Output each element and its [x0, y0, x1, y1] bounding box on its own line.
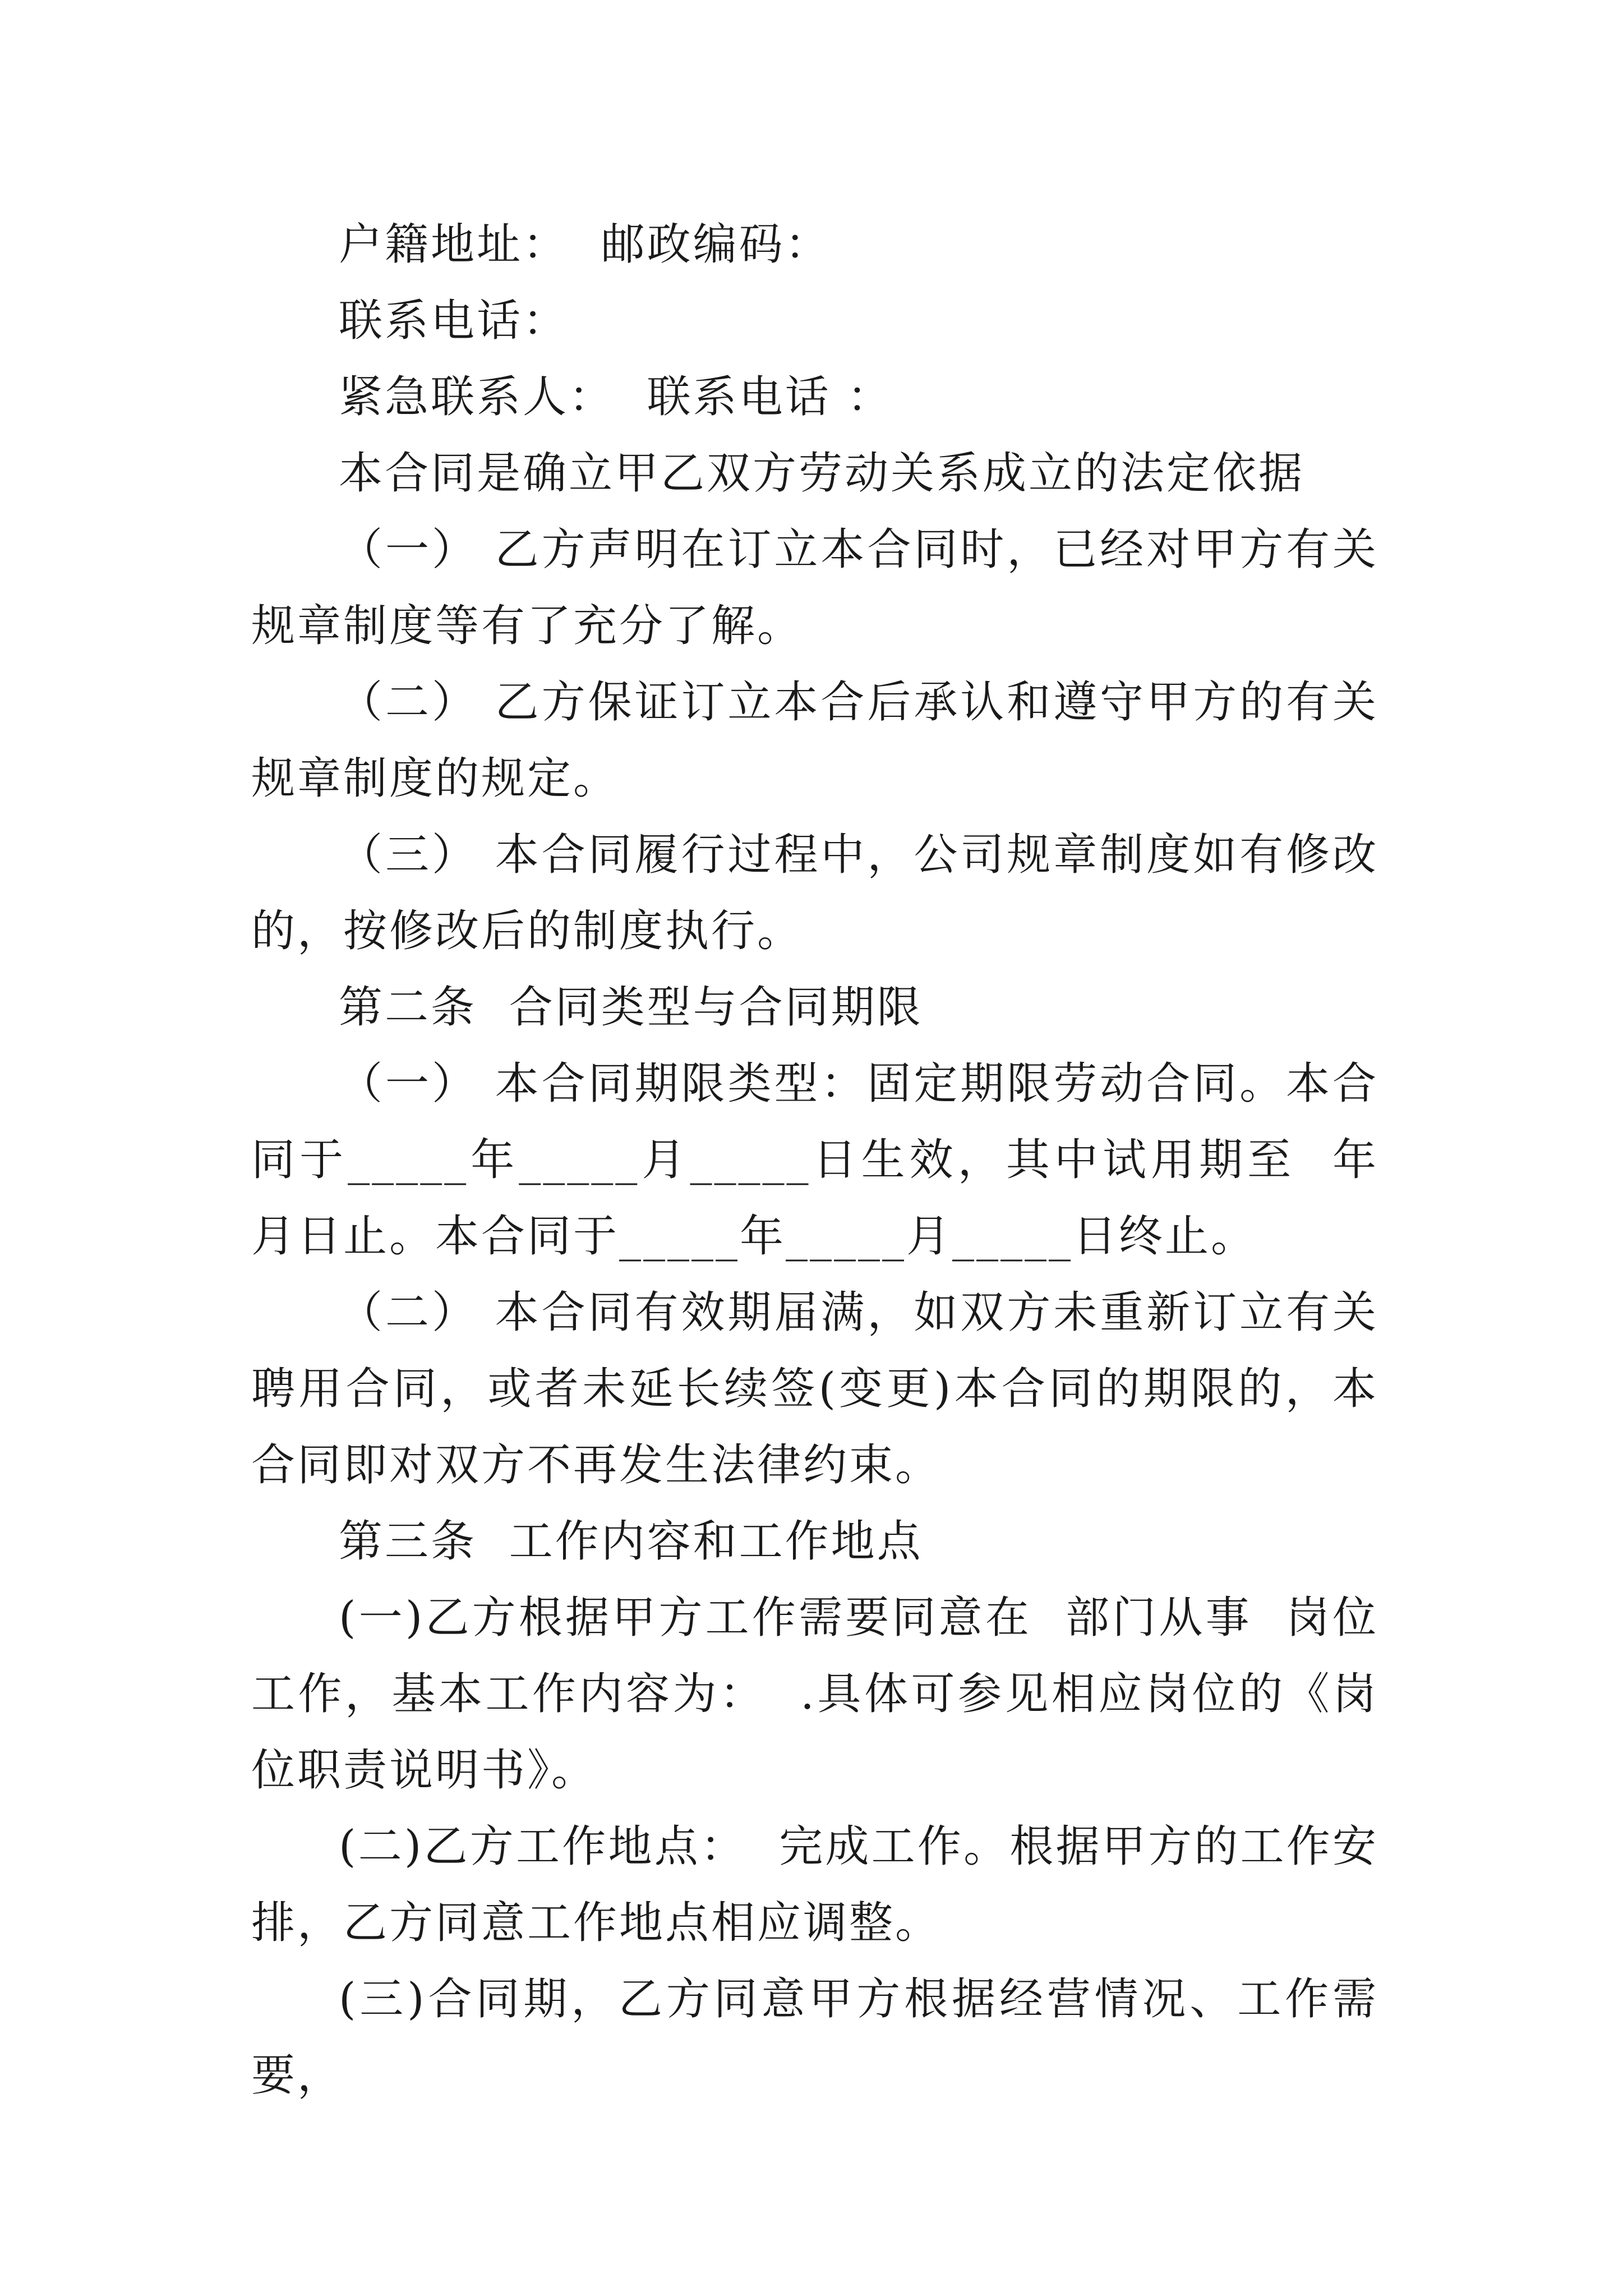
legal-basis-paragraph: 本合同是确立甲乙双方劳动关系成立的法定依据 [339, 448, 1305, 499]
contact-phone-line: 联系电话： [339, 296, 569, 346]
clause-1-item-1: （一） 乙方声明在订立本合同时，已经对甲方有关规章制度等有了充分了解。 [251, 524, 1378, 651]
article-2-heading: 第二条 合同类型与合同期限 [339, 982, 923, 1033]
emergency-contact-line: 紧急联系人： 联系电话 ： [339, 372, 893, 422]
document-body [251, 206, 1411, 2114]
article-2-item-2: （二） 本合同有效期届满，如双方未重新订立有关聘用合同，或者未延长续签(变更)本合同的期限的，本合同即对双方不再发生法律约束。 [251, 1287, 1378, 1490]
clause-1-item-2: （二） 乙方保证订立本合后承认和遵守甲方的有关规章制度的规定。 [251, 677, 1378, 804]
article-2-item-1: （一） 本合同期限类型：固定期限劳动合同。本合同于_____年_____月_____日生效，其中试用期至 年 月日止。本合同于_____年_____月_____日终止。 [251, 1059, 1411, 1262]
clause-1-item-3: （三） 本合同履行过程中，公司规章制度如有修改的，按修改后的制度执行。 [251, 830, 1378, 956]
article-3-heading: 第三条 工作内容和工作地点 [339, 1516, 923, 1567]
article-3-item-1: (一)乙方根据甲方工作需要同意在 部门从事 岗位工作，基本工作内容为： .具体可参见相应岗位的《岗位职责说明书》。 [251, 1593, 1378, 1796]
household-address-line: 户籍地址： 邮政编码： [339, 219, 831, 270]
article-3-item-2: (二)乙方工作地点： 完成工作。根据甲方的工作安排，乙方同意工作地点相应调整。 [251, 1821, 1378, 1948]
article-3-item-3: (三)合同期，乙方同意甲方根据经营情况、工作需要， [251, 1974, 1378, 2101]
